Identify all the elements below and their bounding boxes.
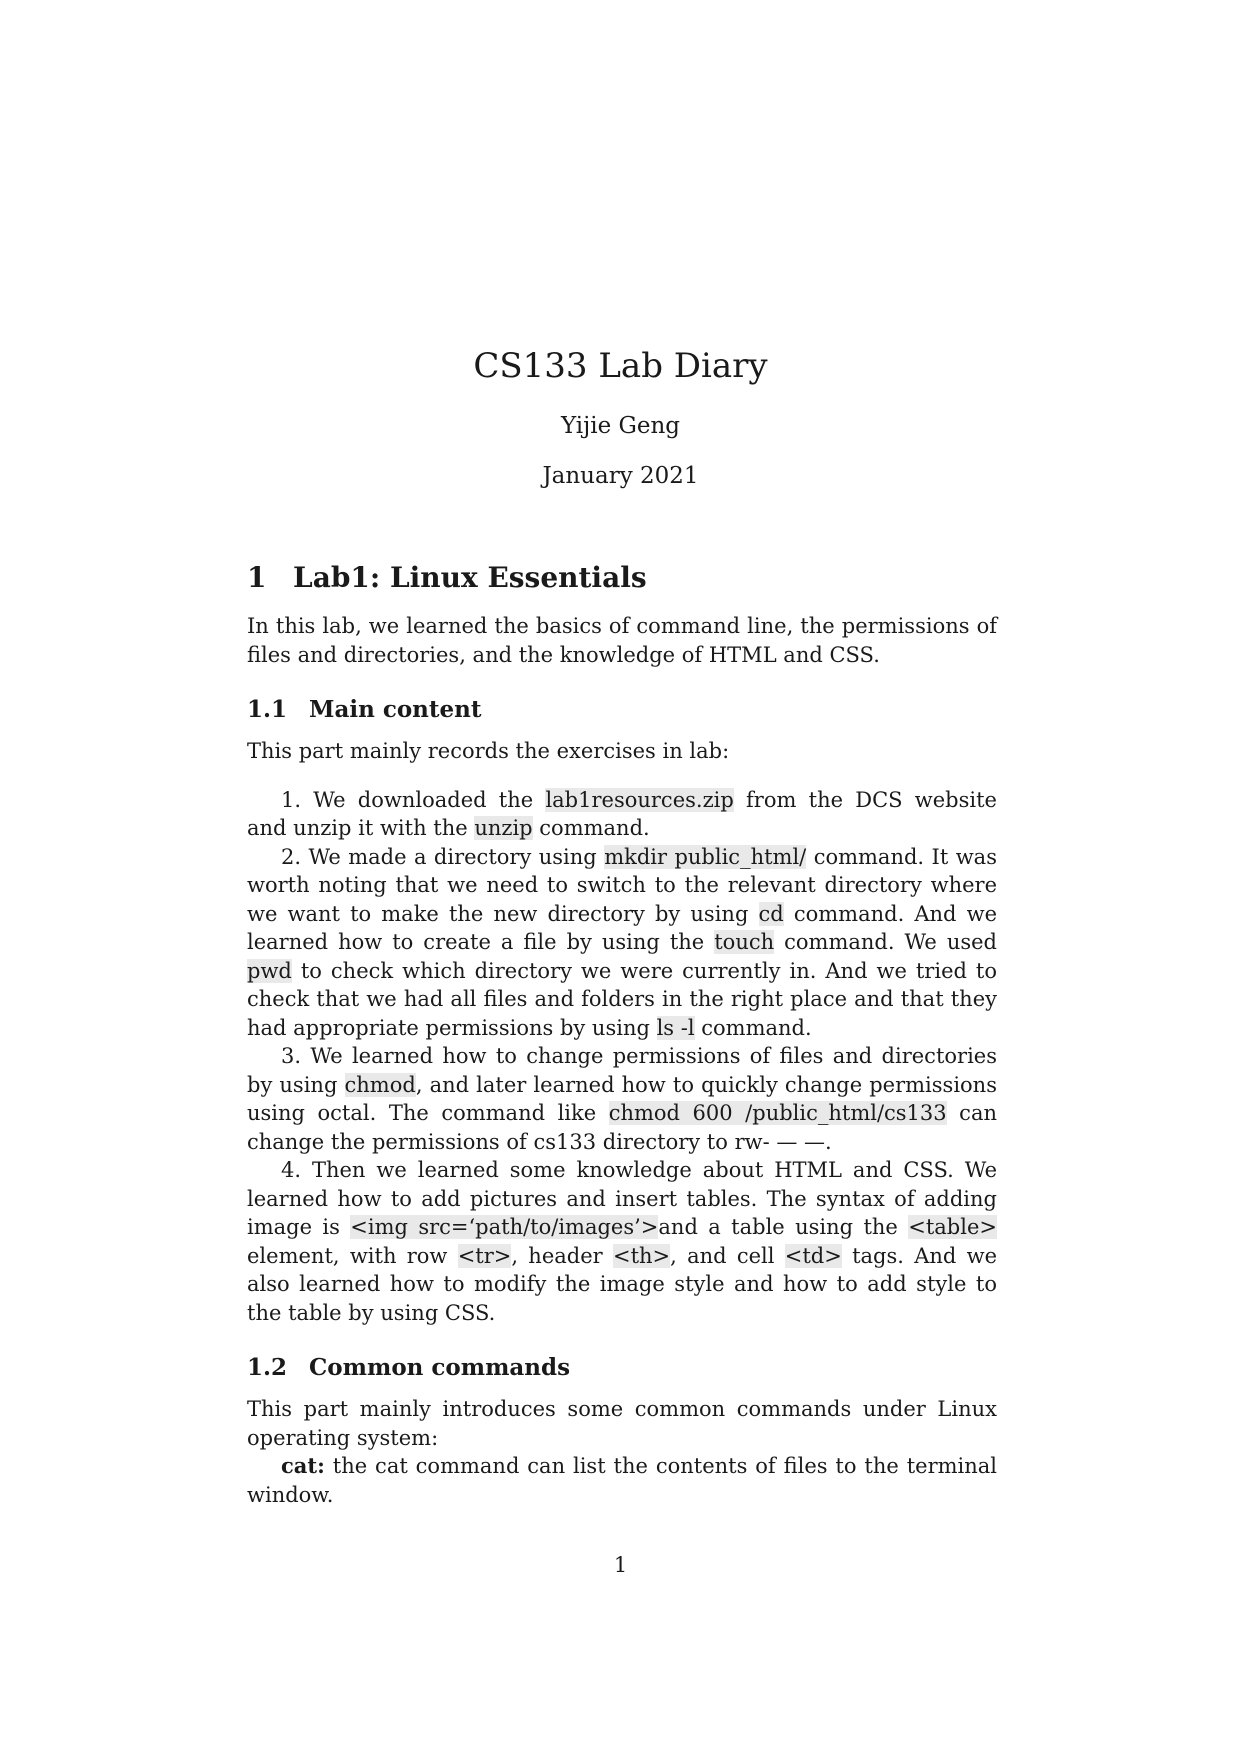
code-tr-tag: <tr> [457,1243,512,1268]
section-number: 1 [247,561,267,594]
cat-definition [247,1452,997,1509]
list-item-3: 3. We learned how to change permissions of files and directories by using chmod, and later learned how to quickly change permissions using octal. The command like chmod 600 /public_html/cs133 can change the permissions of cs133 directory to rw- — —. [247,1044,997,1154]
body-column [247,560,997,1509]
code-chmod-600: chmod 600 /public_html/cs133 [608,1101,947,1125]
code-cd: cd [758,901,784,926]
code-th-tag: <th> [612,1243,671,1268]
list-item-2: 2. We made a directory using mkdir public_html/ command. It was worth noting that we need to switch to the relevant directory where we want to make the new directory by using cd command. And we learned how to create a file by using the touch command. We used pwd to check which directory we were currently in. And we tried to check that we had all files and folders in the right place and that they had appropriate permissions by using ls -l command. [247,844,997,1040]
code-img-tag: <img src=‘path/to/images’> [350,1215,659,1239]
code-chmod: chmod [344,1072,416,1097]
subsection-number: 1.2 [247,1354,288,1381]
code-lab1resources: lab1resources.zip [545,787,734,812]
section-1-heading [247,560,997,596]
document-title: CS133 Lab Diary [473,346,768,386]
cat-term: cat: [281,1453,325,1478]
code-unzip: unzip [474,816,533,840]
document-date: January 2021 [542,463,699,489]
subsection-number: 1.1 [247,696,288,723]
subsection-1-2-heading [247,1353,997,1383]
subsection-1-1-heading [247,695,997,725]
document-author: Yijie Geng [560,413,681,439]
code-td-tag: <td> [784,1243,842,1268]
cat-description: the cat command can list the contents of files to the terminal window. [247,1454,997,1507]
section-1-intro: In this lab, we learned the basics of command line, the permissions of files and directories, and the knowledge of HTML and CSS. [247,614,997,667]
code-ls: ls -l [656,1015,695,1040]
section-title: Lab1: Linux Essentials [293,561,647,594]
page-number: 1 [613,1553,628,1577]
title-block [0,345,1241,491]
subsection-title: Common commands [309,1354,571,1381]
code-touch: touch [714,930,775,954]
list-item-1: 1. We downloaded the lab1resources.zip from the DCS website and unzip it with the unzip command. [247,787,997,840]
subsection-1-2-intro: This part mainly introduces some common commands under Linux operating system: [247,1397,997,1450]
subsection-title: Main content [309,696,482,723]
list-item-4: 4. Then we learned some knowledge about HTML and CSS. We learned how to add pictures and insert tables. The syntax of adding image is <img src=‘path/to/images’>and a table using the <table> element, with row <tr>, header <th>, and cell <td> tags. And we also learned how to modify the image style and how to add style to the table by using CSS. [247,1158,998,1325]
code-mkdir: mkdir public_html/ [604,844,807,869]
code-table-tag: <table> [908,1215,997,1239]
subsection-1-1-intro: This part mainly records the exercises in lab: [247,739,730,763]
code-pwd: pwd [247,958,292,983]
